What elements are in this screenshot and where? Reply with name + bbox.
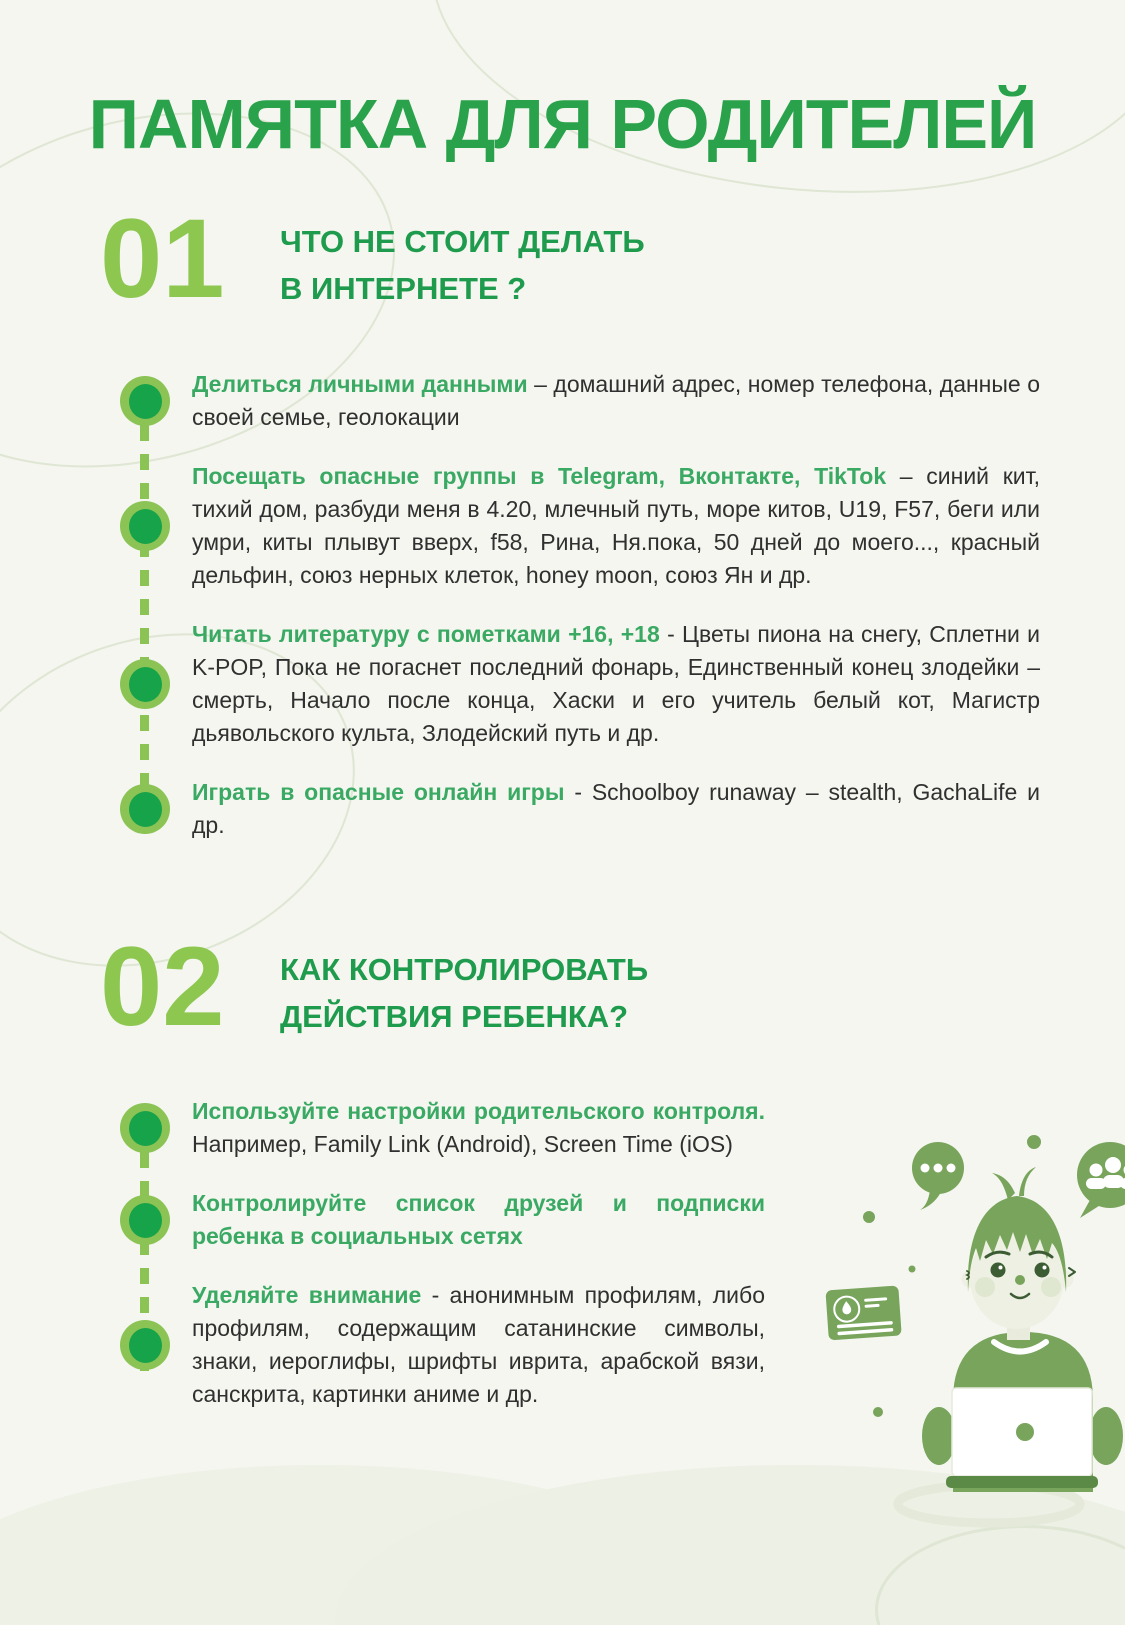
timeline-dot-inner	[129, 1328, 162, 1363]
bullet-text	[192, 1095, 765, 1161]
section-2-number: 02	[100, 924, 225, 1049]
bullet-lead: Используйте настройки родительского контроля.	[192, 1098, 765, 1124]
timeline-dot-inner	[129, 509, 162, 544]
section-1-header	[100, 196, 645, 321]
timeline-marker	[100, 1279, 192, 1411]
bullet-lead: Контролируйте список друзей и подписки ребенка в социальных сетях	[192, 1190, 765, 1249]
list-item	[100, 1095, 765, 1161]
timeline-dot-inner	[129, 792, 162, 827]
bullet-lead: Читать литературу с пометками +16, +18	[192, 621, 660, 647]
timeline-dot-icon	[120, 1103, 170, 1153]
chat-bubble-icon	[912, 1142, 964, 1210]
timeline-dot-icon	[120, 1320, 170, 1370]
timeline-marker	[100, 618, 192, 750]
bullet-lead: Посещать опасные группы в Telegram, Вконтакте, TikTok	[192, 463, 887, 489]
section-1-list	[100, 368, 1040, 842]
timeline-dot-inner	[129, 667, 162, 702]
list-item	[100, 776, 1040, 842]
list-item	[100, 460, 1040, 592]
page-title: ПАМЯТКА ДЛЯ РОДИТЕЛЕЙ	[88, 85, 1037, 163]
bullet-rest: – домашний адрес, номер телефона, данные о своей семье, геолокации	[192, 371, 1041, 430]
list-item	[100, 1187, 765, 1253]
timeline-marker	[100, 1095, 192, 1161]
bullet-lead: Играть в опасные онлайн игры	[192, 779, 565, 805]
bullet-text	[192, 368, 1040, 434]
section-1-heading	[280, 210, 645, 312]
bullet-lead: Делиться личными данными	[192, 371, 528, 397]
bullet-text	[192, 618, 1040, 750]
section-1-heading-line2: В ИНТЕРНЕТЕ ?	[280, 271, 527, 307]
timeline-dot-inner	[129, 384, 162, 419]
laptop-icon	[946, 1388, 1098, 1488]
bullet-rest: – синий кит, тихий дом, разбуди меня в 4.20, млечный путь, море китов, U19, F57, беги или умри, киты плывут вверх, f58, Рина, Ня.пока, 50 дней до моего..., красный дельфин, союз нерных клеток, honey moon, союз Ян и др.	[192, 463, 1040, 588]
timeline-marker	[100, 776, 192, 842]
bullet-text	[192, 460, 1040, 592]
section-2-heading	[280, 938, 648, 1040]
section-2-heading-line1: КАК КОНТРОЛИРОВАТЬ	[280, 952, 649, 987]
list-item	[100, 1279, 765, 1411]
timeline-dot-icon	[120, 1195, 170, 1245]
timeline-dot-icon	[120, 659, 170, 709]
timeline-marker	[100, 460, 192, 592]
bullet-rest: - анонимным профилям, либо профилям, содержащим сатанинские символы, знаки, иероглифы, шрифты иврита, арабской вязи, санскрита, картинки аниме и др.	[192, 1282, 765, 1407]
group-chat-bubble-icon	[1077, 1142, 1125, 1218]
section-1-number: 01	[100, 196, 225, 321]
section-2-header	[100, 924, 649, 1049]
timeline-marker	[100, 1187, 192, 1253]
list-item	[100, 618, 1040, 750]
timeline-dot-inner	[129, 1111, 162, 1146]
section-2-list	[100, 1095, 765, 1411]
section-2-heading-line2: ДЕЙСТВИЯ РЕБЕНКА?	[280, 999, 629, 1035]
bullet-rest: - Цветы пиона на снегу, Сплетни и K-POP, Пока не погаснет последний фонарь, Единственный конец злодейки – смерть, Начало после конца, Хаски и его учитель белый кот, Магистр дьявольского культа, Злодейский путь и др.	[192, 621, 1041, 746]
bullet-rest: - Schoolboy runaway – stealth, GachaLife и др.	[192, 779, 1040, 838]
timeline-dot-inner	[129, 1203, 162, 1238]
section-1-heading-line1: ЧТО НЕ СТОИТ ДЕЛАТЬ	[280, 224, 645, 259]
bullet-text	[192, 1187, 765, 1253]
timeline-dot-icon	[120, 501, 170, 551]
bullet-lead: Уделяйте внимание	[192, 1282, 422, 1308]
bullet-rest: Например, Family Link (Android), Screen Time (iOS)	[192, 1131, 733, 1157]
list-item	[100, 368, 1040, 434]
bullet-text	[192, 776, 1040, 842]
boy-at-laptop-illustration	[780, 1080, 1125, 1560]
timeline-dot-icon	[120, 784, 170, 834]
id-card-icon	[825, 1285, 901, 1340]
timeline-marker	[100, 368, 192, 434]
timeline-dot-icon	[120, 376, 170, 426]
bullet-text	[192, 1279, 765, 1411]
